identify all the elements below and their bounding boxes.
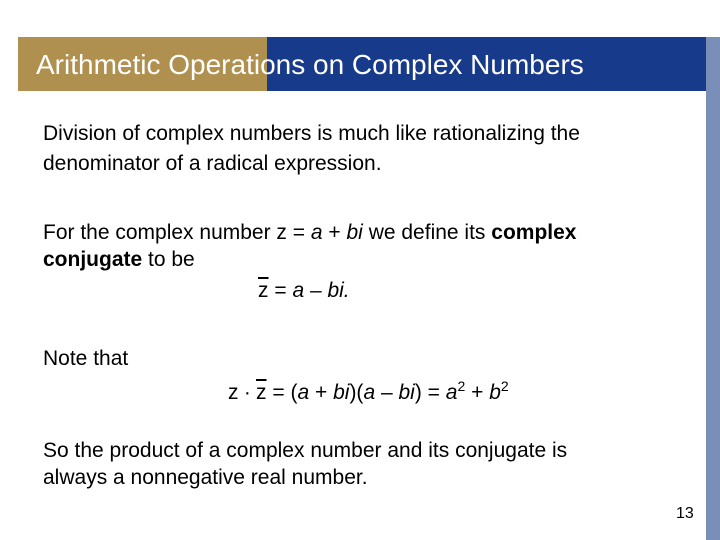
z: z	[228, 381, 239, 404]
paragraph-product-line2: always a nonnegative real number.	[43, 466, 368, 489]
dot-operator: ∙	[238, 381, 257, 404]
term-complex: complex	[491, 221, 577, 244]
text: =	[268, 279, 293, 302]
text: +	[309, 381, 334, 404]
paragraph-product-line1: So the product of a complex number and its conjugate is	[43, 439, 568, 462]
slide-title: Arithmetic Operations on Complex Numbers	[36, 49, 584, 80]
text: +	[465, 381, 490, 404]
text: = (	[266, 381, 298, 404]
text: to be	[142, 248, 195, 271]
var-bi: bi	[333, 381, 350, 404]
var-a: a	[363, 381, 376, 404]
product-formula	[228, 378, 509, 409]
text: ) =	[414, 381, 446, 404]
exponent: 2	[500, 378, 509, 394]
exponent: 2	[457, 378, 466, 394]
paragraph-conjugate-line1	[43, 218, 576, 248]
var-a: a	[297, 381, 310, 404]
var-a: a	[445, 381, 458, 404]
text: we define its	[362, 221, 492, 244]
right-edge-rule	[706, 37, 720, 540]
z-bar: $\overline{z}$	[256, 381, 267, 404]
page-number: 13	[676, 505, 694, 522]
term-conjugate: conjugate	[43, 248, 143, 271]
note-label: Note that	[43, 347, 129, 370]
paragraph-division-line2: denominator of a radical expression.	[43, 152, 382, 175]
var-bi: bi	[398, 381, 415, 404]
text: For the complex number z =	[43, 221, 311, 244]
var-bi: bi	[346, 221, 363, 244]
conjugate-formula	[258, 276, 350, 306]
var-b: b	[489, 381, 501, 404]
text: –	[375, 381, 399, 404]
text: )(	[349, 381, 364, 404]
var-a: a	[310, 221, 323, 244]
text: +	[322, 221, 347, 244]
z-bar: $\overline{z}$	[258, 279, 269, 302]
paragraph-conjugate-line2	[43, 245, 195, 275]
title-banner	[18, 37, 720, 91]
formula-rhs: a – bi.	[292, 279, 350, 302]
paragraph-division-line1: Division of complex numbers is much like rationalizing the	[43, 122, 580, 145]
